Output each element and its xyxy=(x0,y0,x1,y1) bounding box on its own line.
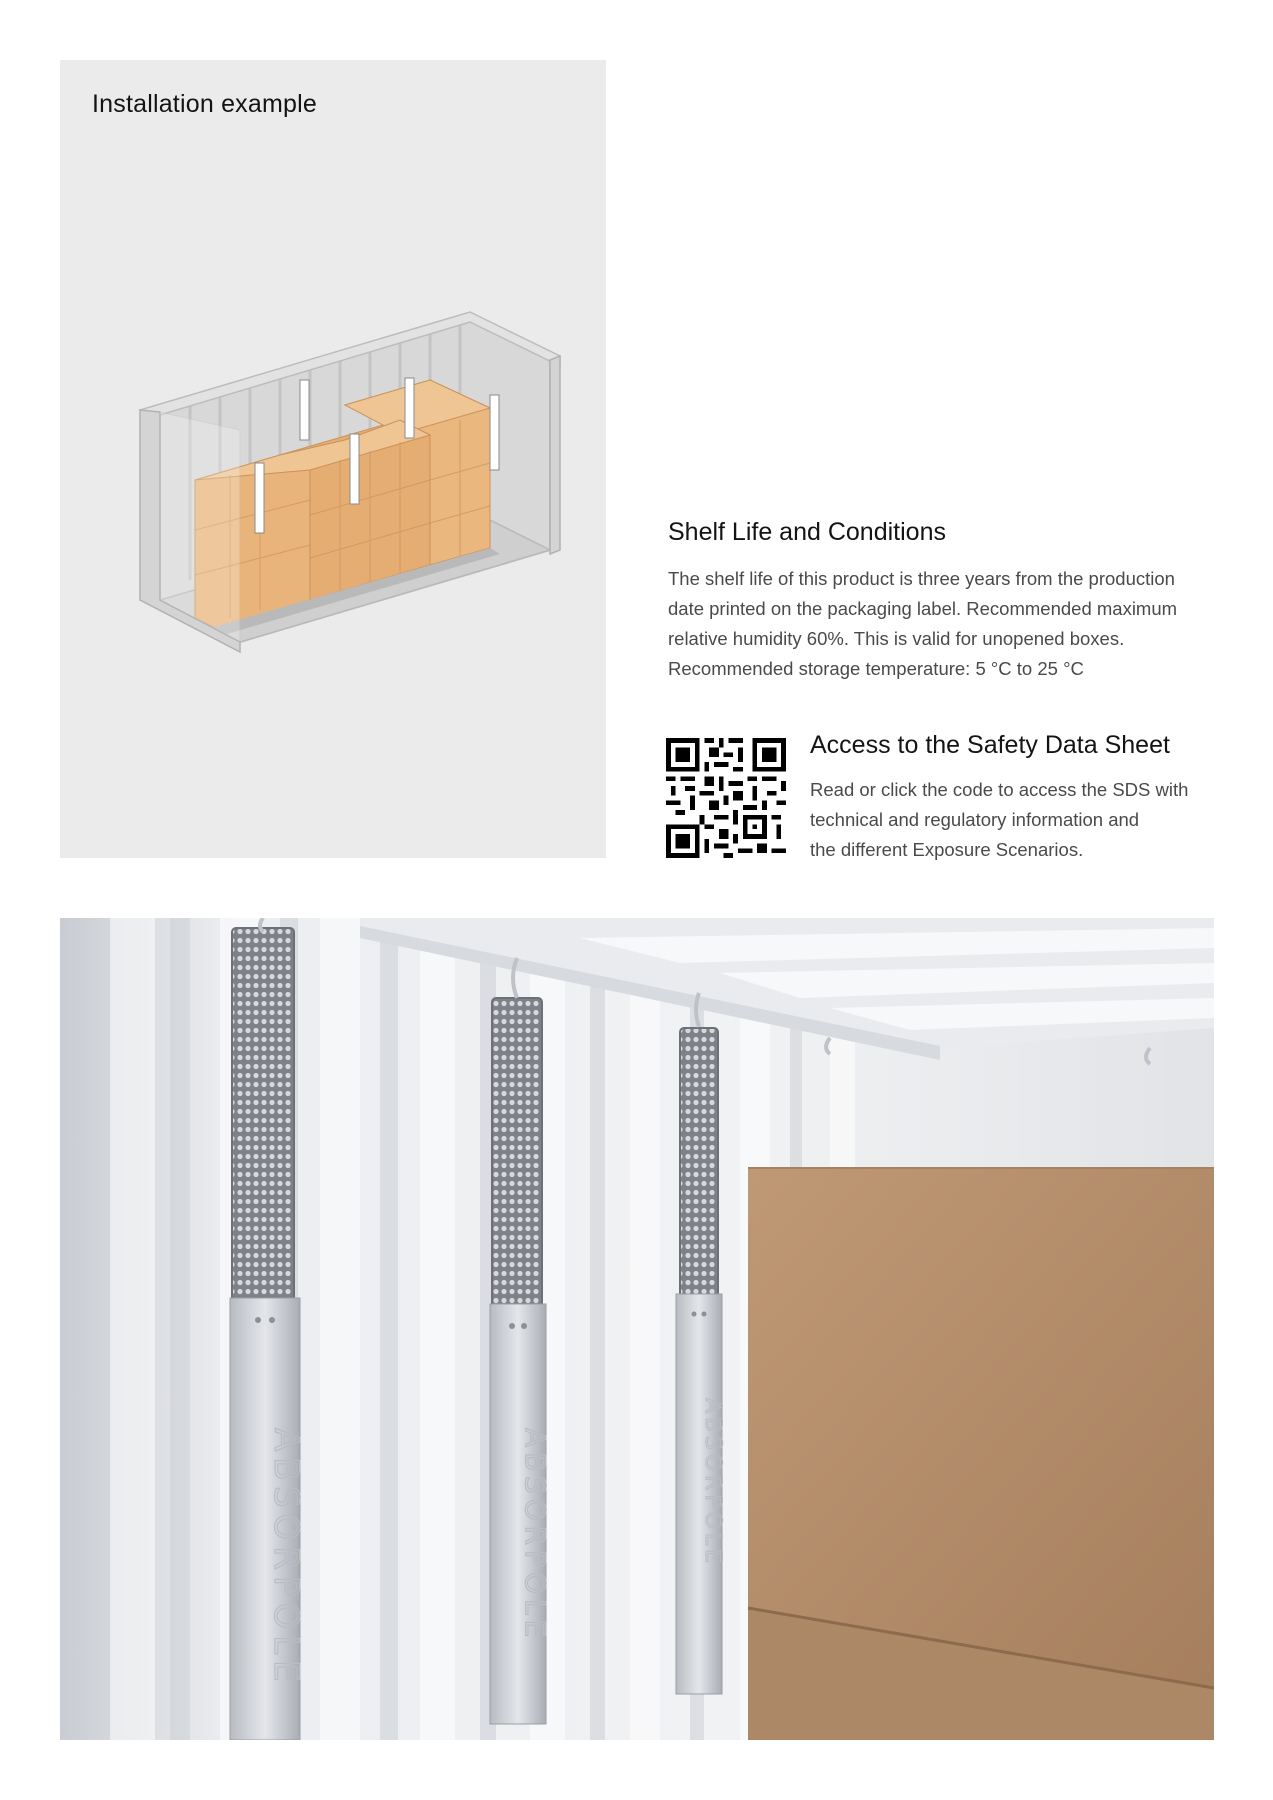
shelf-life-line: The shelf life of this product is three years from the production xyxy=(668,568,1175,589)
container-interior-photo xyxy=(60,918,1214,1740)
absorber-embossing: ABSORPOLE xyxy=(519,1428,552,1643)
sds-text xyxy=(810,775,1188,865)
sds-line: the different Exposure Scenarios. xyxy=(810,839,1084,860)
container-illustration xyxy=(100,300,580,740)
installation-panel xyxy=(60,60,606,858)
shelf-life-text xyxy=(668,564,1208,684)
shelf-life-line: relative humidity 60%. This is valid for unopened boxes. xyxy=(668,628,1125,649)
sds-line: technical and regulatory information and xyxy=(810,809,1140,830)
shelf-life-line: date printed on the packaging label. Recommended maximum xyxy=(668,598,1178,619)
absorber-embossing: ABSORPOLE xyxy=(700,1398,725,1568)
installation-title: Installation example xyxy=(92,90,317,118)
absorber-embossing: ABSORPOLE xyxy=(266,1428,306,1688)
sds-qr-code[interactable] xyxy=(666,736,786,860)
shelf-life-line: Recommended storage temperature: 5 °C to 25 °C xyxy=(668,658,1084,679)
shelf-life-title: Shelf Life and Conditions xyxy=(668,518,946,546)
sds-title: Access to the Safety Data Sheet xyxy=(810,731,1170,759)
sds-line: Read or click the code to access the SDS with xyxy=(810,779,1189,800)
